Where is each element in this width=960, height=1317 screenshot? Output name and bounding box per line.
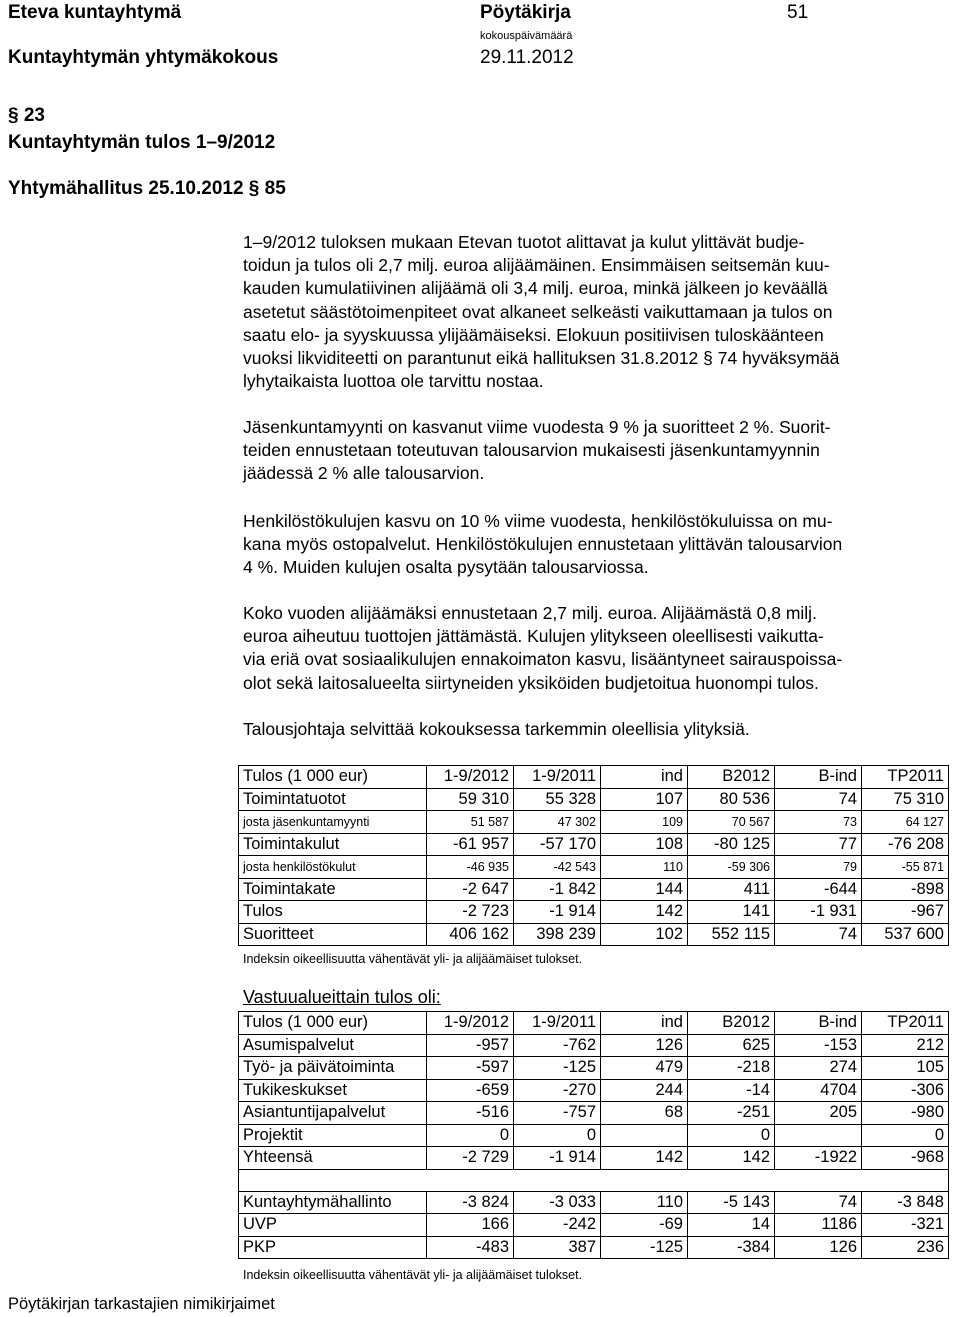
table-row — [239, 1214, 949, 1237]
row-label: Yhteensä — [239, 1147, 427, 1170]
table-cell: 74 — [775, 923, 862, 946]
section-heading — [8, 105, 45, 127]
table-caption: Vastuualueittain tulos oli: — [243, 987, 441, 1007]
table-row — [239, 1102, 949, 1125]
table-cell — [601, 1124, 688, 1147]
table-cell: -5 143 — [688, 1191, 775, 1214]
row-label: PKP — [239, 1236, 427, 1259]
table-cell: -384 — [688, 1236, 775, 1259]
table-row — [239, 1236, 949, 1259]
row-label: Asumispalvelut — [239, 1034, 427, 1057]
table-cell: 537 600 — [862, 923, 949, 946]
table-cell: -61 957 — [427, 833, 514, 856]
table-note: Indeksin oikeellisuutta vähentävät yli- ja alijäämäiset tulokset. — [243, 1268, 583, 1282]
table-row — [239, 833, 949, 856]
table-spacer-row — [239, 1169, 949, 1191]
table-cell: -968 — [862, 1147, 949, 1170]
table-cell: 68 — [601, 1102, 688, 1125]
text-line: jäädessä 2 % alle talousarvion. — [243, 463, 485, 484]
reference-symbol: § — [248, 178, 260, 199]
row-label: josta jäsenkuntamyynti — [239, 811, 427, 834]
table-cell: 75 310 — [862, 788, 949, 811]
table-cell: 77 — [775, 833, 862, 856]
text-line: euroa aiheutuu tuottojen jättämästä. Kulujen ylitykseen oleellisesti vaikutta- — [243, 626, 824, 647]
row-label: Projektit — [239, 1124, 427, 1147]
table-cell: 142 — [601, 1147, 688, 1170]
text-line: asetetut säästötoimenpiteet ovat alkaneet selkeästi vaikuttamaan ja tulos on — [243, 301, 833, 322]
table-cell: 411 — [688, 878, 775, 901]
table-cell: 0 — [514, 1124, 601, 1147]
text-line: 1–9/2012 tuloksen mukaan Etevan tuotot alittavat ja kulut ylittävät budje- — [243, 232, 805, 252]
section-symbol: § — [8, 105, 19, 126]
table-cell: -80 125 — [688, 833, 775, 856]
table-cell: 107 — [601, 788, 688, 811]
section-reference — [8, 178, 286, 200]
table-cell: 105 — [862, 1057, 949, 1080]
table-cell: 108 — [601, 833, 688, 856]
text-line: Koko vuoden alijäämäksi ennustetaan 2,7 milj. euroa. Alijäämästä 0,8 milj. — [243, 603, 817, 623]
column-header: Tulos (1 000 eur) — [239, 1012, 427, 1035]
row-label: Toimintatuotot — [239, 788, 427, 811]
table-cell: -57 170 — [514, 833, 601, 856]
table-cell: 79 — [775, 856, 862, 879]
table-note: Indeksin oikeellisuutta vähentävät yli- ja alijäämäiset tulokset. — [243, 952, 583, 966]
table-cell: -2 729 — [427, 1147, 514, 1170]
table-cell: 406 162 — [427, 923, 514, 946]
text-line: Talousjohtaja selvittää kokouksessa tarkemmin oleellisia ylityksiä. — [243, 719, 750, 739]
table-row — [239, 923, 949, 946]
row-label: Kuntayhtymähallinto — [239, 1191, 427, 1214]
table-cell — [775, 1124, 862, 1147]
table-cell: 70 567 — [688, 811, 775, 834]
org-name: Eteva kuntayhtymä — [8, 2, 182, 23]
text-line: lyhytaikaista luottoa ole tarvittu nostaa. — [243, 371, 544, 392]
table-cell: 47 302 — [514, 811, 601, 834]
table-cell: 1186 — [775, 1214, 862, 1237]
table-cell: 80 536 — [688, 788, 775, 811]
table-row — [239, 1191, 949, 1214]
column-header: B2012 — [688, 1012, 775, 1035]
text-line: via eriä ovat sosiaalikulujen ennakoimaton kasvu, lisääntyneet sairauspoissa- — [243, 649, 843, 670]
column-header: 1-9/2011 — [514, 1012, 601, 1035]
row-label: Suoritteet — [239, 923, 427, 946]
table-cell: -46 935 — [427, 856, 514, 879]
table-row — [239, 901, 949, 924]
table-header-row — [239, 1012, 949, 1035]
column-header: 1-9/2012 — [427, 766, 514, 789]
table-cell: 126 — [775, 1236, 862, 1259]
table-cell: 552 115 — [688, 923, 775, 946]
table-cell: 110 — [601, 1191, 688, 1214]
section-title: Kuntayhtymän tulos 1–9/2012 — [8, 132, 276, 153]
text-line: kauden kumulatiivinen alijäämä oli 3,4 milj. euroa, minkä jälkeen jo keväällä — [243, 278, 828, 299]
table-cell: -898 — [862, 878, 949, 901]
table-cell: -757 — [514, 1102, 601, 1125]
table-cell: 244 — [601, 1079, 688, 1102]
table-cell: -3 033 — [514, 1191, 601, 1214]
table-cell: 102 — [601, 923, 688, 946]
table-cell: 73 — [775, 811, 862, 834]
reference-body: Yhtymähallitus 25.10.2012 — [8, 178, 244, 199]
table-cell: -967 — [862, 901, 949, 924]
table-cell: 0 — [688, 1124, 775, 1147]
table-cell: -270 — [514, 1079, 601, 1102]
table-cell: -659 — [427, 1079, 514, 1102]
table-cell: 59 310 — [427, 788, 514, 811]
table-cell: 479 — [601, 1057, 688, 1080]
table-cell: 55 328 — [514, 788, 601, 811]
paragraph-1 — [243, 231, 933, 393]
row-label: Työ- ja päivätoiminta — [239, 1057, 427, 1080]
table-cell: -125 — [514, 1057, 601, 1080]
row-label: Tukikeskukset — [239, 1079, 427, 1102]
table-cell: 4704 — [775, 1079, 862, 1102]
table-cell: -1922 — [775, 1147, 862, 1170]
table-row — [239, 1079, 949, 1102]
table-cell: -59 306 — [688, 856, 775, 879]
column-header: B2012 — [688, 766, 775, 789]
paragraph-3 — [243, 510, 933, 580]
column-header: TP2011 — [862, 766, 949, 789]
row-label: UVP — [239, 1214, 427, 1237]
table-cell: -980 — [862, 1102, 949, 1125]
table-row — [239, 811, 949, 834]
table-cell: -644 — [775, 878, 862, 901]
table-row — [239, 1057, 949, 1080]
text-line: Henkilöstökulujen kasvu on 10 % viime vuodesta, henkilöstökuluissa on mu- — [243, 511, 833, 531]
table-cell: -251 — [688, 1102, 775, 1125]
table-cell: -218 — [688, 1057, 775, 1080]
table-cell: 110 — [601, 856, 688, 879]
section-number: 23 — [23, 105, 45, 126]
text-line: vuoksi likviditeetti on parantunut eikä hallituksen 31.8.2012 § 74 hyväksymää — [243, 348, 840, 369]
table-cell: -3 848 — [862, 1191, 949, 1214]
column-header: ind — [601, 1012, 688, 1035]
table-cell: 141 — [688, 901, 775, 924]
date-label: kokouspäivämäärä — [480, 30, 573, 42]
table-row — [239, 856, 949, 879]
table-cell: -1 931 — [775, 901, 862, 924]
column-header: 1-9/2012 — [427, 1012, 514, 1035]
table-cell: -125 — [601, 1236, 688, 1259]
table-cell: -957 — [427, 1034, 514, 1057]
table-cell: 126 — [601, 1034, 688, 1057]
table-cell: 398 239 — [514, 923, 601, 946]
table-cell: -1 914 — [514, 901, 601, 924]
doc-type: Pöytäkirja — [480, 2, 571, 23]
table-cell: -2 723 — [427, 901, 514, 924]
table-cell: 64 127 — [862, 811, 949, 834]
row-label: Tulos — [239, 901, 427, 924]
table-cell: -516 — [427, 1102, 514, 1125]
table-cell: -321 — [862, 1214, 949, 1237]
text-line: olot sekä laitosalueelta siirtyneiden yksiköiden budjetoitua huonompi tulos. — [243, 672, 819, 693]
text-line: saatu elo- ja syyskuussa ylijäämäiseksi. Elokuun positiivisen tuloskäänteen — [243, 324, 824, 345]
table-row — [239, 878, 949, 901]
table-cell: -153 — [775, 1034, 862, 1057]
text-line: Jäsenkuntamyynti on kasvanut viime vuodesta 9 % ja suoritteet 2 %. Suorit- — [243, 417, 831, 437]
row-label: josta henkilöstökulut — [239, 856, 427, 879]
table-cell: 74 — [775, 1191, 862, 1214]
page-number: 51 — [787, 2, 809, 23]
meeting-date: 29.11.2012 — [480, 47, 574, 68]
table-cell: 51 587 — [427, 811, 514, 834]
text-line: toidun ja tulos oli 2,7 milj. euroa alijäämäinen. Ensimmäisen seitsemän kuu- — [243, 255, 830, 276]
reference-number: 85 — [264, 178, 286, 199]
table-cell: 142 — [688, 1147, 775, 1170]
table-cell: -42 543 — [514, 856, 601, 879]
table-cell: 0 — [427, 1124, 514, 1147]
table-row — [239, 1124, 949, 1147]
column-header: ind — [601, 766, 688, 789]
text-line: teiden ennustetaan toteutuvan talousarvion mukaisesti jäsenkuntamyynnin — [243, 440, 820, 461]
table-cell: -597 — [427, 1057, 514, 1080]
row-label: Toimintakate — [239, 878, 427, 901]
table-cell: -14 — [688, 1079, 775, 1102]
result-table — [238, 765, 949, 946]
table-cell: 625 — [688, 1034, 775, 1057]
column-header: B-ind — [775, 1012, 862, 1035]
column-header: Tulos (1 000 eur) — [239, 766, 427, 789]
table-row — [239, 1147, 949, 1170]
table-header-row — [239, 766, 949, 789]
paragraph-2 — [243, 416, 933, 486]
signature-label: Pöytäkirjan tarkastajien nimikirjaimet — [8, 1295, 275, 1313]
responsibility-table — [238, 1011, 949, 1259]
column-header: B-ind — [775, 766, 862, 789]
table-cell: -483 — [427, 1236, 514, 1259]
column-header: TP2011 — [862, 1012, 949, 1035]
table-cell: -306 — [862, 1079, 949, 1102]
table-row — [239, 1034, 949, 1057]
table-cell: 142 — [601, 901, 688, 924]
table-cell: 109 — [601, 811, 688, 834]
table-cell: 387 — [514, 1236, 601, 1259]
table-cell: 205 — [775, 1102, 862, 1125]
table-cell: -1 842 — [514, 878, 601, 901]
table-cell: 274 — [775, 1057, 862, 1080]
row-label: Asiantuntijapalvelut — [239, 1102, 427, 1125]
table-cell: -76 208 — [862, 833, 949, 856]
table-cell: 14 — [688, 1214, 775, 1237]
table-cell: -1 914 — [514, 1147, 601, 1170]
table-cell: -2 647 — [427, 878, 514, 901]
row-label: Toimintakulut — [239, 833, 427, 856]
text-line: kana myös ostopalvelut. Henkilöstökulujen ennustetaan ylittävän talousarvion — [243, 534, 843, 555]
table-cell: -3 824 — [427, 1191, 514, 1214]
table-cell: 74 — [775, 788, 862, 811]
table-cell: -69 — [601, 1214, 688, 1237]
meeting-name: Kuntayhtymän yhtymäkokous — [8, 47, 279, 68]
table-cell: 166 — [427, 1214, 514, 1237]
table-cell: -762 — [514, 1034, 601, 1057]
table-cell: -55 871 — [862, 856, 949, 879]
paragraph-4 — [243, 602, 933, 695]
table-cell: 0 — [862, 1124, 949, 1147]
text-line: 4 %. Muiden kulujen osalta pysytään talousarviossa. — [243, 557, 649, 578]
table-cell: -242 — [514, 1214, 601, 1237]
table-cell: 236 — [862, 1236, 949, 1259]
table-cell: 212 — [862, 1034, 949, 1057]
table-row — [239, 788, 949, 811]
table-cell: 144 — [601, 878, 688, 901]
paragraph-5 — [243, 718, 933, 741]
column-header: 1-9/2011 — [514, 766, 601, 789]
